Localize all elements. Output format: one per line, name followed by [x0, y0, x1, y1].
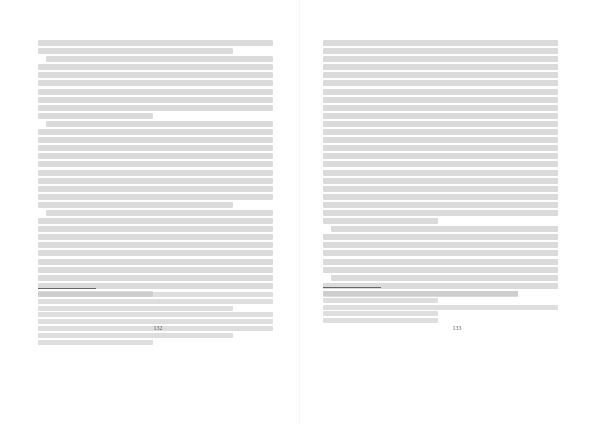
- text-line: [38, 105, 273, 111]
- text-line: [323, 161, 558, 167]
- right-body-text: [323, 40, 558, 299]
- left-page-number: 132: [153, 326, 163, 332]
- text-line: [38, 226, 273, 232]
- text-line: [38, 218, 273, 224]
- text-line: [38, 145, 273, 151]
- text-line: [323, 194, 558, 200]
- text-line: [323, 129, 558, 135]
- text-line: [38, 80, 273, 86]
- footnote-line: [38, 306, 233, 311]
- text-line: [323, 64, 558, 70]
- text-line: [323, 105, 558, 111]
- footnote-divider: [323, 287, 381, 288]
- text-line: [38, 250, 273, 256]
- right-page: [300, 0, 600, 424]
- text-line: [38, 234, 273, 240]
- footnote-divider: [38, 288, 96, 289]
- text-line: [323, 137, 558, 143]
- text-line: [323, 170, 558, 176]
- text-line: [38, 137, 273, 143]
- text-line: [323, 234, 558, 240]
- left-body-text: [38, 40, 273, 299]
- text-line: [323, 259, 558, 265]
- text-line: [38, 259, 273, 265]
- text-line: [46, 121, 273, 127]
- text-line: [323, 72, 558, 78]
- text-line: [38, 161, 273, 167]
- footnote-line: [38, 319, 273, 324]
- text-line: [323, 153, 558, 159]
- footnote-line: [38, 340, 153, 345]
- footnote-line: [38, 333, 233, 338]
- text-line: [323, 121, 558, 127]
- text-line: [323, 145, 558, 151]
- text-line: [323, 210, 558, 216]
- text-line: [38, 113, 153, 119]
- text-line: [323, 89, 558, 95]
- text-line: [323, 267, 558, 273]
- text-line: [323, 186, 558, 192]
- text-line: [38, 48, 233, 54]
- text-line: [323, 113, 558, 119]
- text-line: [46, 56, 273, 62]
- text-line: [38, 64, 273, 70]
- text-line: [38, 242, 273, 248]
- text-line: [323, 56, 558, 62]
- text-line: [323, 202, 558, 208]
- text-line: [323, 178, 558, 184]
- text-line: [38, 170, 273, 176]
- text-line: [38, 275, 273, 281]
- text-line: [38, 202, 233, 208]
- text-line: [323, 242, 558, 248]
- text-line: [323, 250, 558, 256]
- text-line: [323, 48, 558, 54]
- text-line: [38, 89, 273, 95]
- footnote-line: [38, 299, 273, 304]
- footnote-line: [323, 318, 438, 323]
- footnote-line: [323, 291, 518, 296]
- footnote-line: [323, 311, 438, 316]
- footnote-line: [323, 305, 558, 310]
- footnote-line: [38, 312, 273, 317]
- text-line: [38, 186, 273, 192]
- right-footnotes: [323, 287, 558, 325]
- footnote-line: [323, 298, 438, 303]
- right-page-number: 133: [452, 326, 462, 332]
- text-line: [38, 267, 273, 273]
- text-line: [38, 97, 273, 103]
- text-line: [323, 97, 558, 103]
- text-line: [38, 153, 273, 159]
- text-line: [46, 210, 273, 216]
- text-line: [323, 80, 558, 86]
- text-line: [38, 129, 273, 135]
- text-line: [331, 275, 558, 281]
- text-line: [38, 72, 273, 78]
- text-line: [38, 194, 273, 200]
- text-line: [323, 40, 558, 46]
- text-line: [323, 218, 438, 224]
- footnote-line: [38, 292, 273, 297]
- text-line: [38, 40, 273, 46]
- text-line: [38, 178, 273, 184]
- text-line: [331, 226, 558, 232]
- left-footnotes: [38, 288, 273, 346]
